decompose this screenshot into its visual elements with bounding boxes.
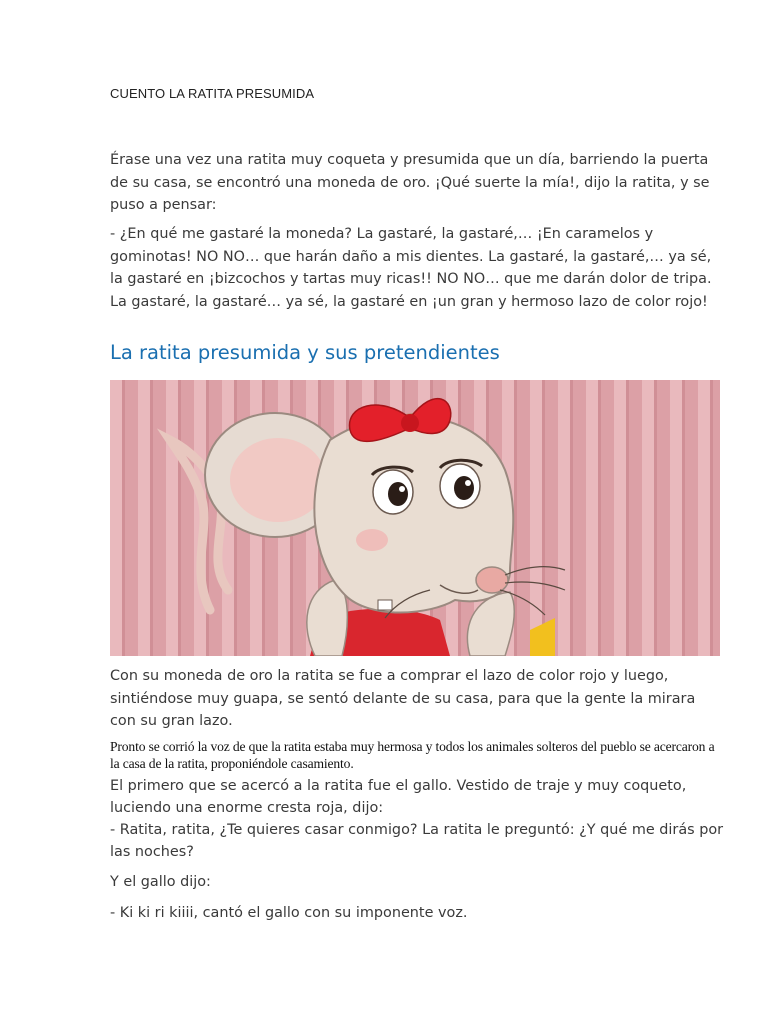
paragraph-rooster-said: Y el gallo dijo: <box>110 874 211 890</box>
paragraph-thinking: - ¿En qué me gastaré la moneda? La gastaré, la gastaré,… ¡En caramelos y gominotas! NO NO… que harán daño a mis dientes. La gastaré, la gastaré,… ya sé, la gastaré en ¡bizcochos y tartas muy ricas!! NO NO… que me darán dolor de tripa. La gastaré, la gastaré… ya sé, la gastaré en ¡un gran y hermoso lazo de color rojo! <box>110 226 712 310</box>
rooster-line-2: - Ratita, ratita, ¿Te quieres casar conmigo? La ratita le preguntó: ¿Y qué me dirás por las noches? <box>110 822 724 860</box>
rooster-line-1: El primero que se acercó a la ratita fue el gallo. Vestido de traje y muy coqueto, luciendo una enorme cresta roja, dijo: <box>110 778 687 816</box>
mouse-nose <box>476 567 508 593</box>
paragraph-intro: Érase una vez una ratita muy coqueta y presumida que un día, barriendo la puerta de su casa, se encontró una moneda de oro. ¡Qué suerte la mía!, dijo la ratita, y se puso a pensar: <box>110 152 710 213</box>
section-heading: La ratita presumida y sus pretendientes <box>110 341 500 364</box>
document-title: CUENTO LA RATITA PRESUMIDA <box>110 86 315 101</box>
ratita-illustration <box>110 380 720 656</box>
paragraph-suitors: Pronto se corrió la voz de que la ratita estaba muy hermosa y todos los animales solteros del pueblo se acercaron a la casa de la ratita, proponiéndole casamiento. <box>110 739 715 771</box>
paragraph-rooster <box>110 775 730 863</box>
paragraph-rooster-sings: - Ki ki ri kiiii, cantó el gallo con su imponente voz. <box>110 905 468 921</box>
paragraph-buying-bow: Con su moneda de oro la ratita se fue a comprar el lazo de color rojo y luego, sintiéndose muy guapa, se sentó delante de su casa, para que la gente la mirara con su gran lazo. <box>110 668 696 729</box>
